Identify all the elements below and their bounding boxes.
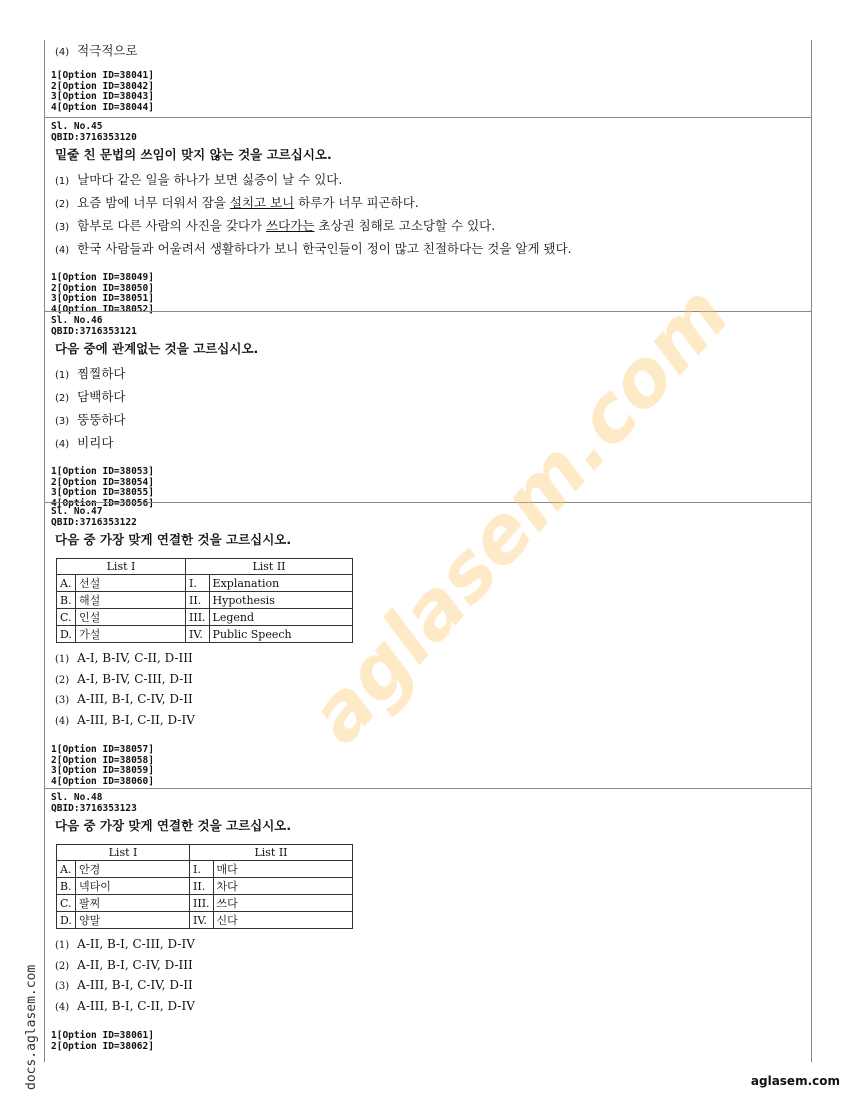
question-48 <box>45 788 811 1052</box>
option-3: (3) 뚱뚱하다 <box>55 412 126 427</box>
serial-number: Sl. No.46 <box>51 315 103 326</box>
match-table <box>56 558 353 643</box>
table-row: A. 선설 I. Explanation <box>57 575 353 592</box>
option-2: (2) 요즘 밤에 너무 더워서 잠을 설치고 보니 하루가 너무 피곤하다. <box>55 195 419 210</box>
option-4: (4) 한국 사람들과 어울려서 생활하다가 보니 한국인들이 정이 많고 친절하다는 것을 알게 됐다. <box>55 241 572 256</box>
question-47 <box>45 502 811 787</box>
serial-number: Sl. No.47 <box>51 506 103 517</box>
qbid: QBID:3716353120 <box>51 131 137 143</box>
option-3: (3) 함부로 다른 사람의 사진을 갖다가 쓰다가는 초상권 침해로 고소당할 수 있다. <box>55 218 496 233</box>
qbid: QBID:3716353123 <box>51 802 137 814</box>
option-ids: 1[Option ID=38041] 2[Option ID=38042] 3[Option ID=38043] 4[Option ID=38044] <box>51 70 154 113</box>
table-row: C. 팔찌 III. 쓰다 <box>57 895 353 912</box>
option-2: (2) 담백하다 <box>55 389 126 404</box>
qbid: QBID:3716353121 <box>51 325 137 337</box>
prev-question-tail <box>45 40 811 113</box>
list-i-header: List I <box>57 845 190 861</box>
option-ids: 1[Option ID=38061] 2[Option ID=38062] <box>51 1030 154 1052</box>
table-row: B. 넥타이 II. 차다 <box>57 878 353 895</box>
qbid: QBID:3716353122 <box>51 516 137 528</box>
option-1: (1) 찜찔하다 <box>55 366 126 381</box>
option-1: (1) 날마다 같은 일을 하나가 보면 싫증이 날 수 있다. <box>55 172 343 187</box>
option-4: (4) A-III, B-I, C-II, D-IV <box>55 998 195 1013</box>
question-text: 다음 중 가장 맞게 연결한 것을 고르십시오. <box>55 532 292 547</box>
list-ii-header: List II <box>186 559 353 575</box>
option-ids: 1[Option ID=38053] 2[Option ID=38054] 3[Option ID=38055] 4[Option ID=38056] <box>51 466 154 509</box>
option-2: (2) A-II, B-I, C-IV, D-III <box>55 957 193 972</box>
table-row: A. 안경 I. 매다 <box>57 861 353 878</box>
footer-brand: aglasem.com <box>750 1074 840 1088</box>
watermark: aglasem.com <box>292 269 747 761</box>
side-url: docs.aglasem.com <box>24 964 39 1090</box>
question-paper-frame <box>44 40 812 1062</box>
question-text: 다음 중에 관계없는 것을 고르십시오. <box>55 341 259 356</box>
option-1: (1) A-I, B-IV, C-II, D-III <box>55 651 193 665</box>
option-4: (4) 적극적으로 <box>55 43 138 58</box>
option-1: (1) A-II, B-I, C-III, D-IV <box>55 937 195 951</box>
serial-number: Sl. No.45 <box>51 121 103 132</box>
table-row: C. 인설 III. Legend <box>57 609 353 626</box>
match-table <box>56 844 353 929</box>
question-45 <box>45 117 811 315</box>
table-row: B. 해설 II. Hypothesis <box>57 592 353 609</box>
table-row: D. 양말 IV. 신다 <box>57 912 353 929</box>
option-4: (4) 비리다 <box>55 435 114 450</box>
option-2: (2) A-I, B-IV, C-III, D-II <box>55 671 193 686</box>
option-ids: 1[Option ID=38049] 2[Option ID=38050] 3[Option ID=38051] 4[Option ID=38052] <box>51 272 154 315</box>
option-4: (4) A-III, B-I, C-II, D-IV <box>55 712 195 727</box>
table-row: D. 가설 IV. Public Speech <box>57 626 353 643</box>
option-ids: 1[Option ID=38057] 2[Option ID=38058] 3[Option ID=38059] 4[Option ID=38060] <box>51 744 154 787</box>
question-text: 다음 중 가장 맞게 연결한 것을 고르십시오. <box>55 818 292 833</box>
serial-number: Sl. No.48 <box>51 792 103 803</box>
option-3: (3) A-III, B-I, C-IV, D-II <box>55 692 193 706</box>
question-text: 밑줄 친 문법의 쓰임이 맞지 않는 것을 고르십시오. <box>55 147 332 162</box>
list-i-header: List I <box>57 559 186 575</box>
option-3: (3) A-III, B-I, C-IV, D-II <box>55 978 193 992</box>
list-ii-header: List II <box>190 845 353 861</box>
question-46 <box>45 311 811 509</box>
